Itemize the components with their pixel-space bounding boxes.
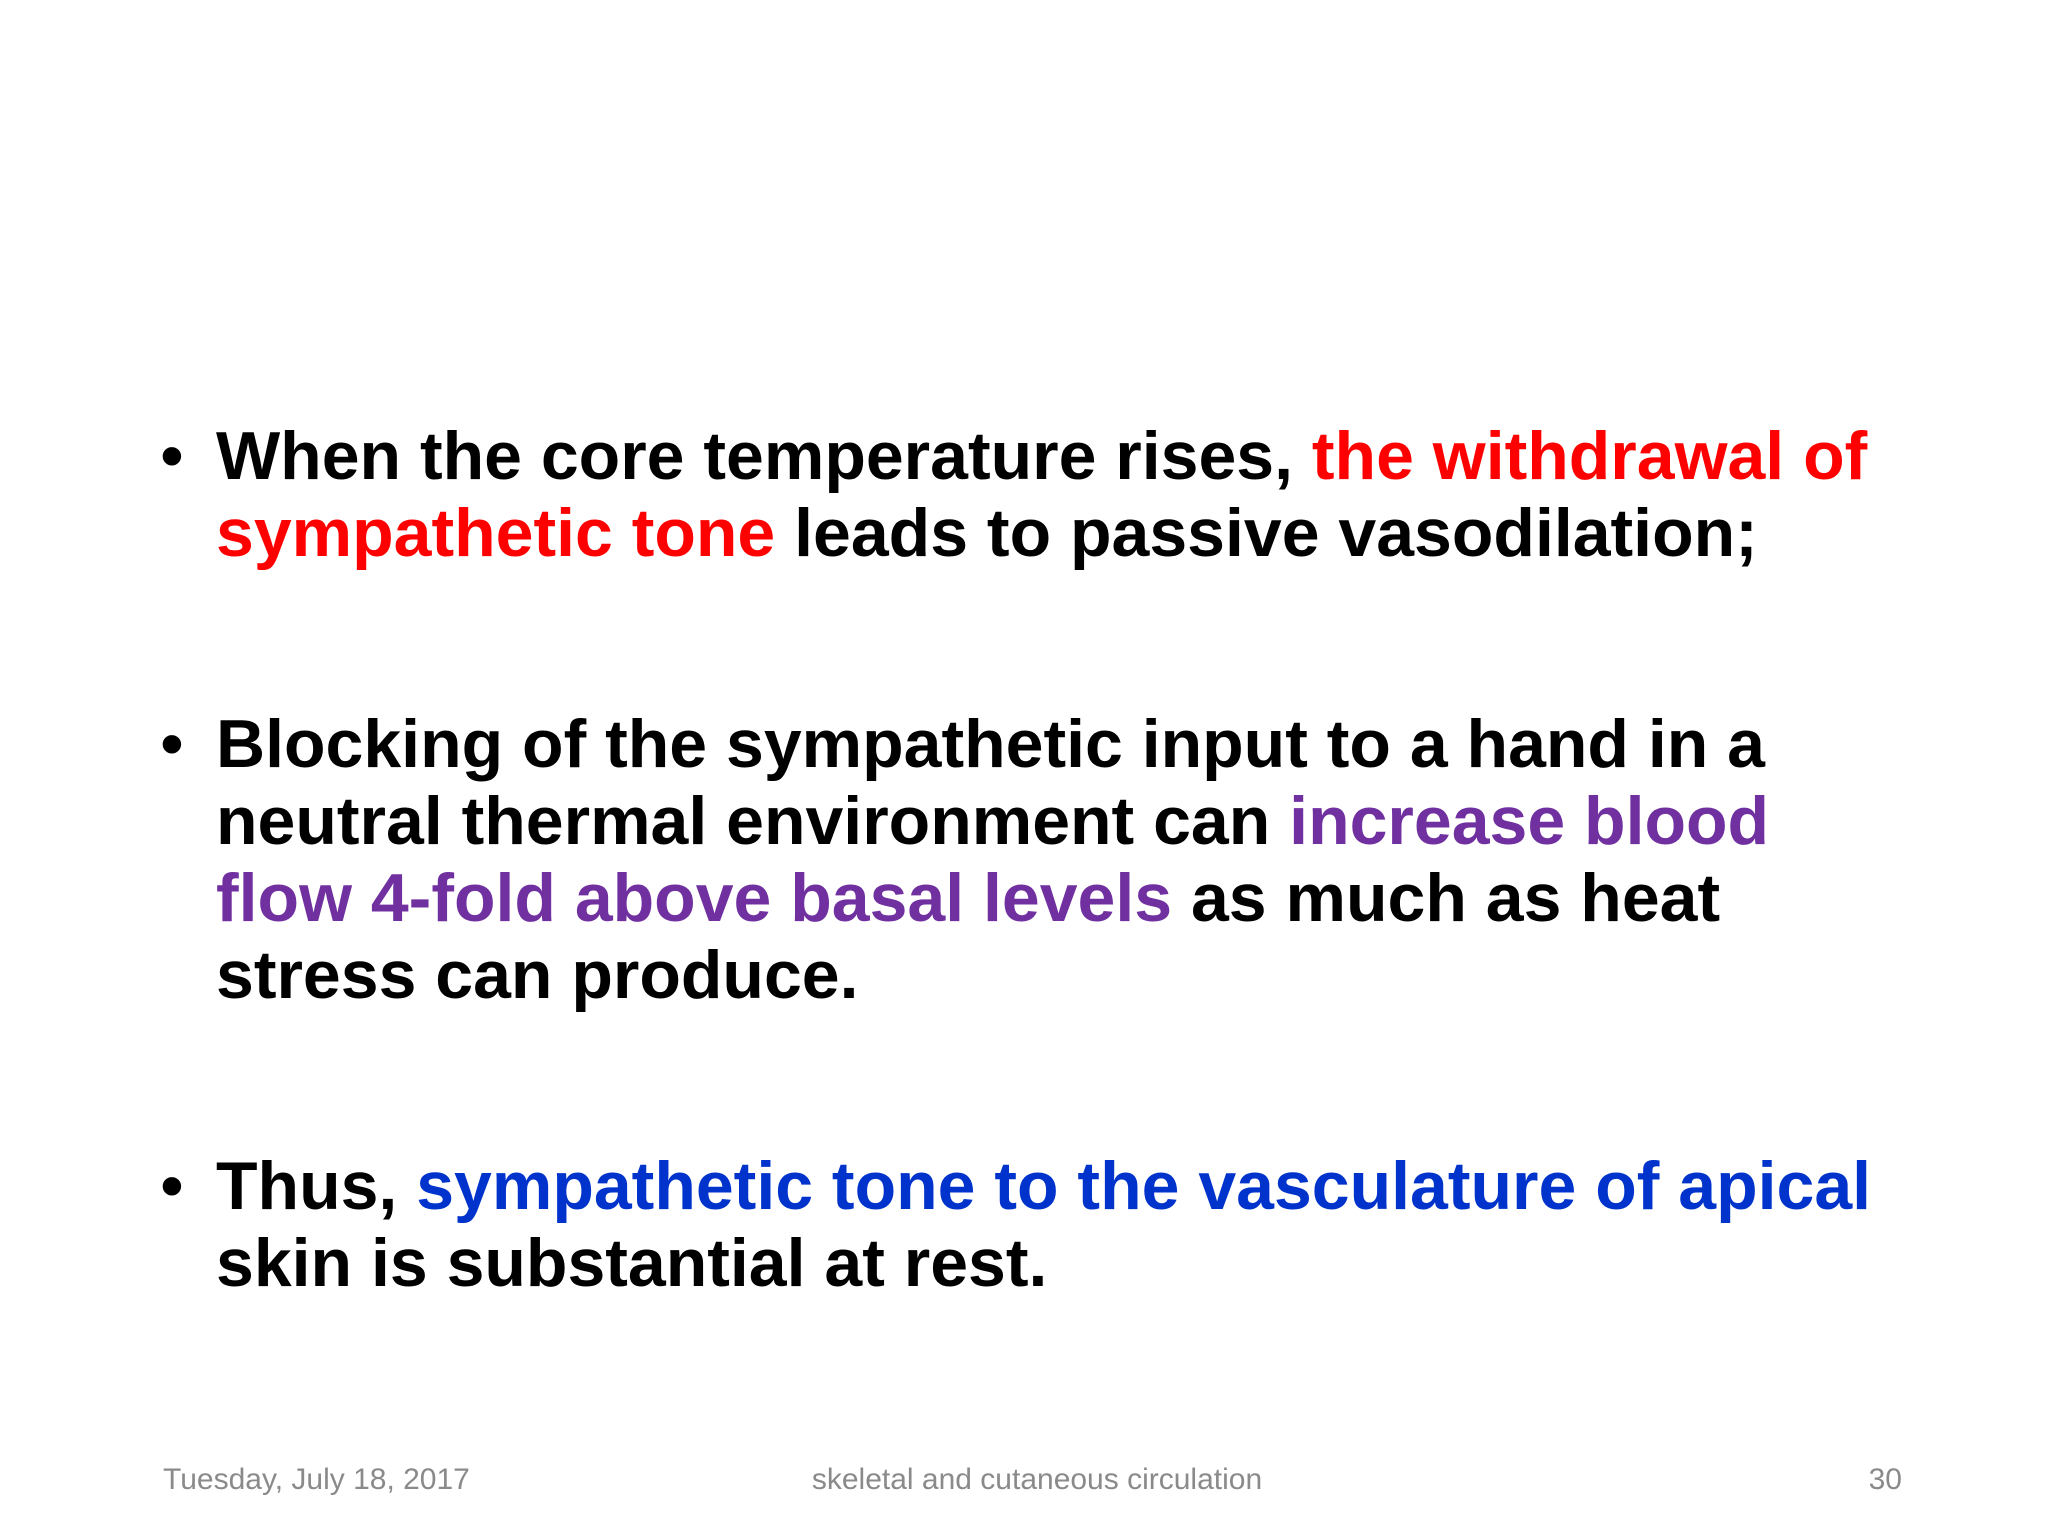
bullet-3-text-a: Thus,	[216, 1148, 417, 1224]
bullet-3-text-b: skin is substantial at rest.	[216, 1225, 1048, 1301]
bullet-dot-icon: •	[160, 706, 184, 782]
bullet-1-text-a: When the core temperature rises,	[216, 418, 1312, 494]
bullet-item-3	[160, 1148, 1920, 1302]
bullet-1-text-b: leads to passive vasodilation;	[775, 495, 1758, 571]
footer-date: Tuesday, July 18, 2017	[163, 1463, 470, 1496]
bullet-1-highlight: the withdrawal of sympathetic tone	[216, 418, 1868, 571]
bullet-dot-icon: •	[160, 418, 184, 494]
bullet-3-highlight: sympathetic tone to the vasculature of apical	[416, 1148, 1872, 1224]
bullet-dot-icon: •	[160, 1148, 184, 1224]
bullet-item-2	[160, 706, 1920, 1014]
bullet-2-text-b: as much as heat stress can produce.	[216, 860, 1721, 1013]
bullet-list	[160, 418, 1920, 1302]
bullet-item-1	[160, 418, 1920, 572]
bullet-2-text-a: Blocking of the sympathetic input to a hand in a neutral thermal environment can	[216, 706, 1765, 859]
bullet-2-highlight: increase blood flow 4-fold above basal levels	[216, 783, 1770, 936]
slide-number: 30	[1868, 1463, 1902, 1496]
footer-title: skeletal and cutaneous circulation	[811, 1463, 1263, 1496]
